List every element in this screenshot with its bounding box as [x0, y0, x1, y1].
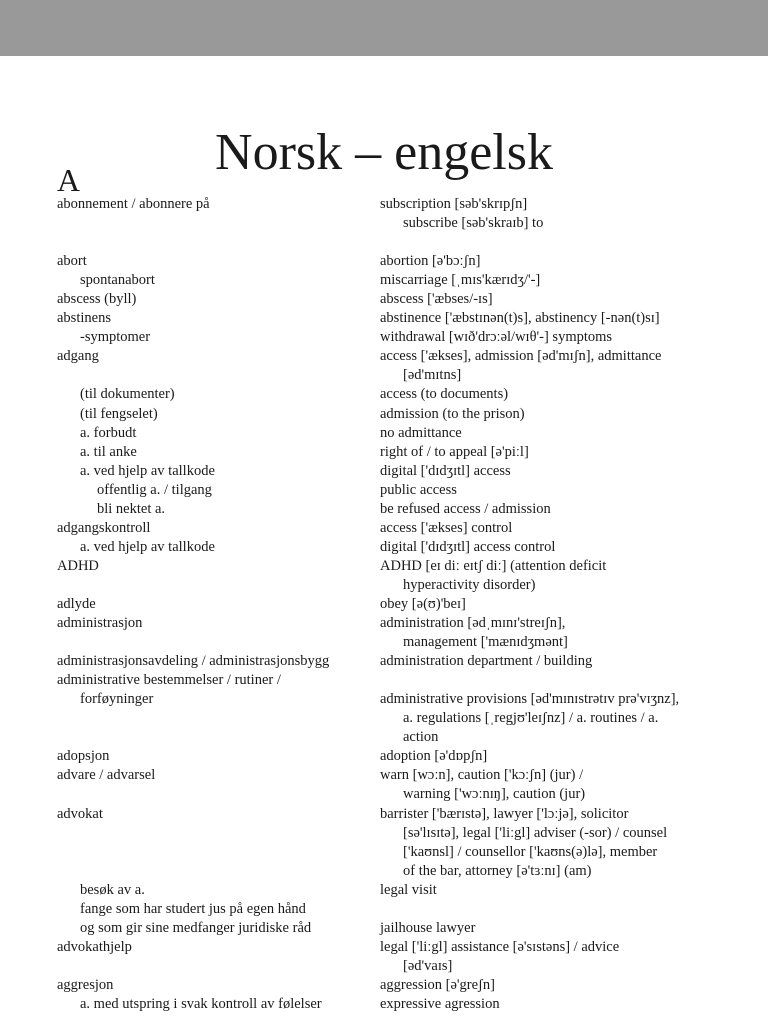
dictionary-entry: [0, 252, 768, 271]
english-translation: [380, 481, 725, 500]
translation-line: right of / to appeal [ə'piːl]: [380, 443, 529, 460]
english-translation: [380, 252, 725, 271]
dictionary-entry: [0, 595, 768, 614]
dictionary-entry: [0, 271, 768, 290]
dictionary-entry: [0, 424, 768, 443]
norwegian-term: bli nektet a.: [97, 500, 166, 517]
dictionary-entry: [0, 519, 768, 538]
translation-line: admission (to the prison): [380, 405, 525, 422]
translation-line: ADHD [eɪ diː eɪtʃ diː] (attention deficit: [380, 557, 607, 574]
translation-line: obey [ə(ʊ)'beɪ]: [380, 595, 466, 612]
translation-line: administration department / building: [380, 653, 593, 670]
english-translation: [380, 328, 725, 347]
translation-line: management ['mænɪdʒmənt]: [403, 634, 568, 651]
translation-line: abstinence ['æbstɪnən(t)s], abstinency [-nən(t)sɪ]: [380, 310, 660, 327]
norwegian-term: adgang: [57, 348, 99, 365]
norwegian-term: offentlig a. / tilgang: [97, 481, 212, 498]
english-translation: [380, 614, 725, 652]
dictionary-entry: [0, 290, 768, 309]
translation-line: subscribe [səb'skraɪb] to: [403, 215, 544, 232]
translation-line: withdrawal [wɪð'drɔːəl/wɪθ'-] symptoms: [380, 329, 613, 346]
norwegian-term: adgangskontroll: [57, 519, 151, 536]
dictionary-entry: [0, 347, 768, 385]
english-translation: [380, 424, 725, 443]
dictionary-entry: [0, 462, 768, 481]
norwegian-term: (til dokumenter): [80, 386, 175, 403]
norwegian-term: advokat: [57, 805, 103, 822]
norwegian-term: abscess (byll): [57, 291, 137, 308]
translation-line: digital ['dɪdʒɪtl] access control: [380, 538, 556, 555]
dictionary-entry: [0, 309, 768, 328]
translation-line: administrative provisions [əd'mɪnɪstrətɪv prə'vɪʒnz],: [380, 691, 680, 708]
translation-line: of the bar, attorney [ə'tɜːnɪ] (am): [403, 862, 592, 879]
english-translation: [380, 652, 725, 671]
english-translation: [380, 881, 725, 900]
translation-line: administration [ədˌmɪnɪ'streɪʃn],: [380, 615, 566, 632]
translation-line: ['kaʊnsl] / counsellor ['kaʊns(ə)lə], member: [403, 843, 658, 860]
norwegian-term: abort: [57, 253, 87, 270]
dictionary-entry: [0, 557, 768, 595]
section-letter: A: [57, 162, 81, 198]
norwegian-term: og som gir sine medfanger juridiske råd: [80, 919, 312, 936]
english-translation: [380, 766, 725, 804]
translation-line: public access: [380, 481, 457, 498]
dictionary-entry: [0, 233, 768, 252]
norwegian-term: abstinens: [57, 310, 111, 327]
translation-line: aggression [ə'greʃn]: [380, 976, 495, 993]
dictionary-entry: [0, 500, 768, 519]
dictionary-entry: [0, 405, 768, 424]
translation-line: legal visit: [380, 881, 437, 898]
translation-line: barrister ['bærɪstə], lawyer ['lɔːjə], solicitor: [380, 805, 629, 822]
norwegian-term: a. ved hjelp av tallkode: [80, 462, 215, 479]
translation-line: adoption [ə'dɒpʃn]: [380, 748, 488, 765]
english-translation: [380, 538, 725, 557]
translation-line: digital ['dɪdʒɪtl] access: [380, 462, 511, 479]
translation-line: expressive agression: [380, 995, 500, 1012]
norwegian-term: administrasjon: [57, 615, 143, 632]
dictionary-entry: [0, 976, 768, 995]
english-translation: [380, 462, 725, 481]
norwegian-term: a. med utspring i svak kontroll av følelser: [80, 995, 322, 1012]
dictionary-entry: [0, 328, 768, 347]
translation-line: [380, 671, 725, 690]
english-translation: [380, 671, 725, 690]
translation-line: abscess ['æbses/-ɪs]: [380, 291, 493, 308]
dictionary-entry: [0, 900, 768, 919]
english-translation: [380, 500, 725, 519]
translation-line: a. regulations [ˌregjʊ'leɪʃnz] / a. routines / a.: [403, 710, 659, 727]
norwegian-term: administrasjonsavdeling / administrasjonsbygg: [57, 653, 330, 670]
norwegian-term: abonnement / abonnere på: [57, 196, 210, 212]
english-translation: [380, 233, 725, 252]
english-translation: [380, 805, 725, 881]
english-translation: [380, 595, 725, 614]
english-translation: [380, 347, 725, 385]
norwegian-term: aggresjon: [57, 976, 114, 993]
norwegian-term: fange som har studert jus på egen hånd: [80, 900, 306, 917]
dictionary-entry: [0, 538, 768, 557]
dictionary-entry: [0, 614, 768, 652]
english-translation: [380, 271, 725, 290]
english-translation: [380, 900, 725, 919]
dictionary-entry: [0, 195, 768, 233]
translation-line: access (to documents): [380, 386, 509, 403]
dictionary-entry: [0, 938, 768, 976]
english-translation: [380, 405, 725, 424]
translation-line: warning ['wɔːnɪŋ], caution (jur): [403, 786, 586, 803]
translation-line: be refused access / admission: [380, 500, 551, 517]
english-translation: [380, 938, 725, 976]
english-translation: [380, 690, 725, 747]
english-translation: [380, 995, 725, 1014]
page-title: Norsk – engelsk: [215, 123, 553, 181]
norwegian-term: a. forbudt: [80, 424, 137, 441]
english-translation: [380, 309, 725, 328]
dictionary-entry: [0, 385, 768, 404]
header-bar: [0, 0, 768, 56]
norwegian-term: adlyde: [57, 595, 96, 612]
english-translation: [380, 290, 725, 309]
english-translation: [380, 557, 725, 595]
translation-line: warn [wɔːn], caution ['kɔːʃn] (jur) /: [380, 767, 584, 784]
translation-line: jailhouse lawyer: [380, 919, 476, 936]
english-translation: [380, 519, 725, 538]
english-translation: [380, 385, 725, 404]
translation-line: [əd'vaɪs]: [403, 957, 453, 974]
translation-line: action: [403, 729, 439, 746]
dictionary-entry: [0, 671, 768, 690]
translation-line: [sə'lɪsɪtə], legal ['liːgl] adviser (-sor) / counsel: [403, 824, 668, 841]
english-translation: [380, 747, 725, 766]
dictionary-entry: [0, 995, 768, 1014]
dictionary-entry: [0, 805, 768, 881]
norwegian-term: (til fengselet): [80, 405, 158, 422]
norwegian-term: ADHD: [57, 557, 99, 574]
dictionary-entry: [0, 481, 768, 500]
norwegian-term: a. ved hjelp av tallkode: [80, 538, 215, 555]
translation-line: legal ['liːgl] assistance [ə'sɪstəns] / advice: [380, 938, 620, 955]
dictionary-entry: [0, 747, 768, 766]
translation-line: access ['ækses] control: [380, 519, 513, 536]
norwegian-term: -symptomer: [80, 329, 151, 346]
translation-line: hyperactivity disorder): [403, 576, 536, 593]
dictionary-entry: [0, 919, 768, 938]
dictionary-entry: [0, 766, 768, 804]
translation-line: [əd'mɪtns]: [403, 367, 462, 384]
norwegian-term: forføyninger: [80, 691, 154, 708]
translation-line: [380, 233, 725, 252]
translation-line: no admittance: [380, 424, 462, 441]
translation-line: [380, 900, 725, 919]
norwegian-term: besøk av a.: [80, 881, 145, 898]
norwegian-term: a. til anke: [80, 443, 137, 460]
norwegian-term: adopsjon: [57, 748, 110, 765]
dictionary-entry: [0, 690, 768, 747]
translation-line: subscription [səb'skrɪpʃn]: [380, 196, 528, 212]
english-translation: [380, 919, 725, 938]
translation-line: miscarriage [ˌmɪs'kærɪdʒ/'-]: [380, 272, 541, 289]
norwegian-term: administrative bestemmelser / rutiner /: [57, 672, 281, 689]
translation-line: abortion [ə'bɔːʃn]: [380, 253, 481, 270]
dictionary-entry: [0, 443, 768, 462]
dictionary-entries: [0, 195, 768, 1014]
norwegian-term: advare / advarsel: [57, 767, 156, 784]
english-translation: [380, 195, 725, 233]
english-translation: [380, 443, 725, 462]
english-translation: [380, 976, 725, 995]
dictionary-entry: [0, 652, 768, 671]
norwegian-term: advokathjelp: [57, 938, 132, 955]
dictionary-entry: [0, 881, 768, 900]
translation-line: access ['ækses], admission [əd'mɪʃn], admittance: [380, 348, 662, 365]
norwegian-term: spontanabort: [80, 272, 155, 289]
